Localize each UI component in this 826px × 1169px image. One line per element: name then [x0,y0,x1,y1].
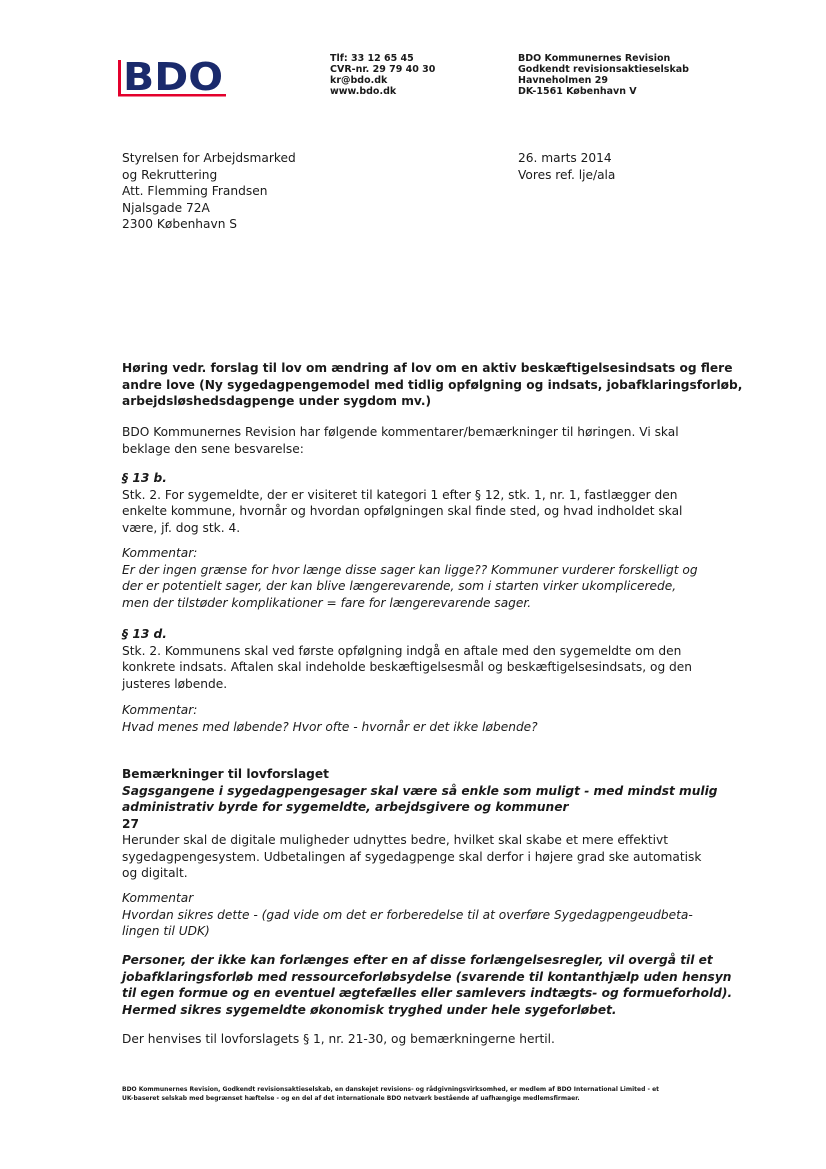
bold-quote-line: jobafklaringsforløb med ressourceforløbsydelse (svarende til kontanthjælp uden hensyn [122,969,732,984]
company-line: BDO Kommunernes Revision [518,53,671,64]
letter-reference: Vores ref. lje/ala [518,167,616,182]
recipient-line: Styrelsen for Arbejdsmarked [122,151,296,165]
contact-line[interactable]: kr@bdo.dk [330,75,388,86]
closing-line: Der henvises til lovforslagets § 1, nr. 21-30, og bemærkningerne hertil. [122,1032,555,1046]
section-13b-comment [122,545,698,611]
comment-line: der er potentielt sager, der kan blive længerevarende, som i starten virker ukomplicerede, [122,579,677,593]
logo-red-bar [118,60,121,96]
recipient-line: Njalsgade 72A [122,200,210,215]
recipient-line: 2300 København S [122,217,238,231]
intro-line: beklage den sene besvarelse: [122,441,304,456]
remarks-text-line: og digitalt. [122,866,188,880]
section-heading: § 13 d. [122,627,167,641]
recipient-line: og Rekruttering [122,167,218,182]
company-line: DK-1561 København V [518,86,637,97]
remarks-heading: Bemærkninger til lovforslaget [122,767,329,781]
bold-quote-line: Personer, der ikke kan forlænges efter en af disse forlængelsesregler, vil overgå til et [122,953,713,967]
company-block [518,53,689,97]
bdo-logo [118,52,228,102]
footer [122,1086,659,1103]
section-text-line: enkelte kommune, hvornår og hvordan opfølgningen skal finde sted, og hvad indholdet skal [122,504,683,518]
section-text-line: konkrete indsats. Aftalen skal indeholde beskæftigelsesmål og beskæftigelsesindsats, og den [122,660,693,674]
remarks-quote-line: Sagsgangene i sygedagpengesager skal være så enkle som muligt - med mindst mulig [122,783,718,798]
bold-quote-line: til egen formue og en eventuel ægtefælles eller samlevers indtægts- og formueforhold). [122,986,733,1000]
remarks-text-line: Herunder skal de digitale muligheder udnyttes bedre, hvilket skal skabe et mere effektivt [122,833,669,847]
remarks-section [122,766,718,882]
intro-paragraph [122,424,679,457]
remarks-quote-line: administrativ byrde for sygemeldte, arbejdsgivere og kommuner [122,800,569,814]
contact-line[interactable]: www.bdo.dk [330,86,397,97]
logo-text: BDO [123,55,223,99]
recipient-address [122,150,296,233]
contact-line: Tlf: 33 12 65 45 [330,53,414,64]
subject-line: andre love (Ny sygedagpengemodel med tidlig opfølgning og indsats, jobafklaringsforløb, [122,377,743,392]
comment-line: Hvad menes med løbende? Hvor ofte - hvornår er det ikke løbende? [122,719,538,734]
footer-line: UK-baseret selskab med begrænset hæftelse - og en del af det internationale BDO netværk bestående af uafhængige medlemsfirmaer. [122,1094,580,1102]
subject [122,360,742,410]
intro-line: BDO Kommunernes Revision har følgende kommentarer/bemærkninger til høringen. Vi skal [122,425,679,439]
company-line: Havneholmen 29 [518,75,608,86]
section-13d-comment [122,702,538,735]
section-13d [122,626,692,692]
comment-line: men der tilstøder komplikationer = fare for længerevarende sager. [122,595,532,610]
remarks-bold-quote [122,952,732,1018]
comment-line: Er der ingen grænse for hvor længe disse sager kan ligge?? Kommuner vurderer forskelligt og [122,562,698,577]
recipient-line: Att. Flemming Frandsen [122,184,268,198]
letter-meta [518,150,615,183]
subject-line: Høring vedr. forslag til lov om ændring af lov om en aktiv beskæftigelsesindsats og flere [122,361,733,375]
comment-line: Hvordan sikres dette - (gad vide om det er forberedelse til at overføre Sygedagpengeudbeta- [122,907,693,922]
section-text-line: Stk. 2. Kommunens skal ved første opfølgning indgå en aftale med den sygemeldte om den [122,643,682,658]
contact-block [330,53,435,97]
letter-date: 26. marts 2014 [518,151,612,165]
page-reference: 27 [122,816,139,831]
section-13b [122,470,682,536]
company-line: Godkendt revisionsaktieselskab [518,64,689,75]
comment-label: Kommentar [122,891,194,905]
subject-line: arbejdsløshedsdagpenge under sygdom mv.) [122,394,432,408]
section-heading: § 13 b. [122,471,167,485]
bold-quote-line: Hermed sikres sygemeldte økonomisk tryghed under hele sygeforløbet. [122,1002,617,1017]
comment-line: lingen til UDK) [122,924,210,938]
footer-line: BDO Kommunernes Revision, Godkendt revisionsaktieselskab, en danskejet revisions- og rådgivningsvirksomhed, er medlem af BDO International Limited - et [122,1086,660,1093]
contact-line: CVR-nr. 29 79 40 30 [330,64,436,75]
remarks-text-line: sygedagpengesystem. Udbetalingen af sygedagpenge skal derfor i højere grad ske automatisk [122,849,702,864]
comment-label: Kommentar: [122,546,198,560]
comment-label: Kommentar: [122,703,198,717]
section-text-line: justeres løbende. [122,676,228,691]
section-text-line: Stk. 2. For sygemeldte, der er visiteret til kategori 1 efter § 12, stk. 1, nr. 1, fastlægger den [122,487,678,502]
section-text-line: være, jf. dog stk. 4. [122,520,241,535]
remarks-comment [122,890,693,940]
